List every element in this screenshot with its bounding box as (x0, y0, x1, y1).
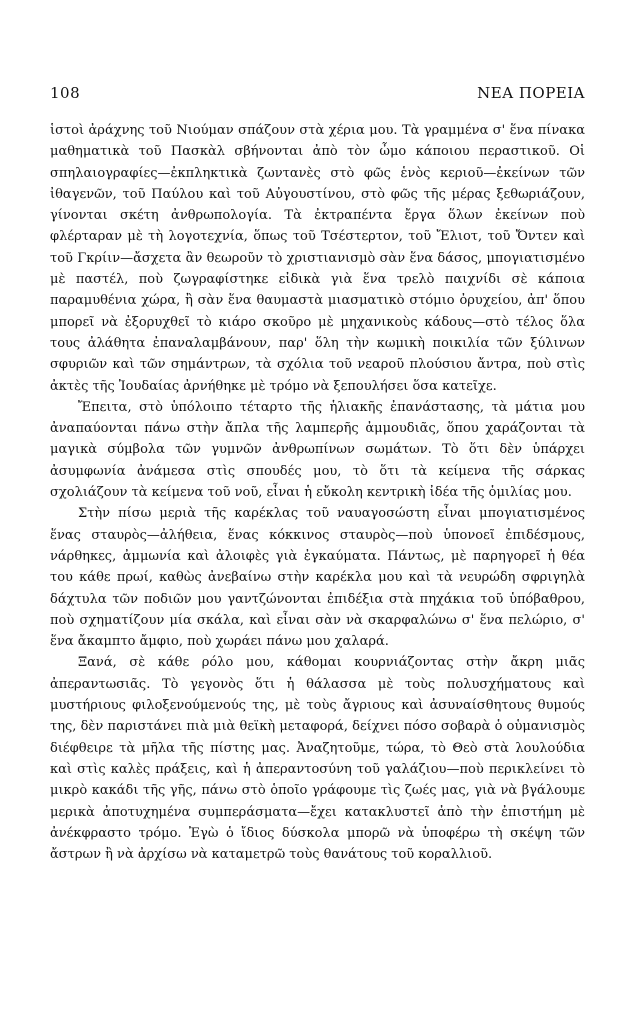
page-number: 108 (50, 84, 81, 102)
paragraph: Ἔπειτα, στὸ ὑπόλοιπο τέταρτο τῆς ἡλιακῆς ἐπανάστασης, τὰ μάτια μου ἀναπαύονται πάνω στὴν ἄπλα τῆς λαμπερῆς ἀμμουδιᾶς, ὅπου χαράζονται τὰ μαγικὰ σύμβολα τῶν γυμνῶν ἀνθρωπίνων σωμάτων. Τὸ ὅτι δὲν ὑπάρχει ἀσυμφωνία ἀνάμεσα στὶς σπουδές μου, τὸ ὅτι τὰ κείμενα τῆς σάρκας σχολιάζουν τὰ κείμενα τοῦ νοῦ, εἶναι ἡ εὔκολη κεντρικὴ ἰδέα τῆς ὁμιλίας μου. (50, 399, 585, 501)
paragraph: Στὴν πίσω μεριὰ τῆς καρέκλας τοῦ ναυαγοσώστη εἶναι μπογιατισμένος ἕνας σταυρὸς—ἀλήθεια, ἕνας κόκκινος σταυρὸς—ποὺ ὑπονοεῖ ἐπιδέσμους, νάρθηκες, ἀμμωνία καὶ ἀλοιφὲς γιὰ ἐγκαύματα. Πάντως, μὲ παρηγορεῖ ἡ θέα του κάθε πρωί, καθὼς ἀνεβαίνω στὴν καρέκλα μου καὶ τὰ νευρώδη σφριγηλὰ δάχτυλα τῶν ποδιῶν μου γαντζώνονται ἐπιδέξια στὰ πηχάκια τοῦ ὑπόβαθρου, ποὺ σχηματίζουν μία σκάλα, καὶ εἶναι σὰν νὰ σκαρφαλώνω σ' ἕνα πελώριο, σ' ἕνα ἄκαμπτο ἄμφιο, ποὺ χωράει πάνω μου χαλαρά. (50, 506, 585, 650)
running-title: ΝΕΑ ΠΟΡΕΙΑ (477, 84, 585, 102)
body-text (50, 120, 585, 865)
paragraph: ἱστοὶ ἀράχνης τοῦ Νιούμαν σπάζουν στὰ χέρια μου. Τὰ γραμμένα σ' ἕνα πίνακα μαθηματικὰ τοῦ Πασκὰλ σβήνονται ἀπὸ τὸν ὦμο κάποιου περαστικοῦ. Οἱ σπηλαιογραφίες—ἐκπληκτικὰ ζωντανὲς στὸ φῶς ἑνὸς κεριοῦ—ἐκείνων τῶν ἰθαγενῶν, τοῦ Παύλου καὶ τοῦ Αὐγουστίνου, στὸ φῶς τῆς μέρας ξεθωριάζουν, γίνονται σκέτη ἀνθρωπολογία. Τὰ ἐκτραπέντα ἔργα ὅλων ἐκείνων ποὺ φλέρταραν μὲ τὴ λογοτεχνία, ὅπως τοῦ Τσέστερτον, τοῦ Ἔλιοτ, τοῦ Ὄντεν καὶ τοῦ Γκρίιν—ἄσχετα ἂν θεωροῦν τὸ χριστιανισμὸ σὰν ἕνα δάσος, μπογιατισμένο μὲ παστέλ, ποὺ ζωγραφίστηκε εἰδικὰ γιὰ ἕνα τρελὸ παιχνίδι σὲ κάποια παραμυθένια χώρα, ἢ σὰν ἕνα θαυμαστὰ μιασματικὸ στόμιο ὀρυχείου, ἀπ' ὅπου μπορεῖ νὰ ἐξορυχθεῖ τὸ κιάρο σκοῦρο μὲ μηχανικοὺς κάδους—στὸ τέλος ὅλα τους ἀλάθητα ἐπαναλαμβάνουν, παρ' ὅλη τὴν κωμικὴ ποικιλία τῶν ξύλινων σφυριῶν καὶ τῶν σημάντρων, τὰ σχόλια τοῦ νεαροῦ πλούσιου ἄντρα, ποὺ στὶς ἀκτὲς τῆς Ἰουδαίας ἀρνήθηκε μὲ τρόμο νὰ ξεπουλήσει ὅσα κατεῖχε. (50, 123, 585, 394)
paragraph: Ξανά, σὲ κάθε ρόλο μου, κάθομαι κουρνιάζοντας στὴν ἄκρη μιᾶς ἀπεραντωσιᾶς. Τὸ γεγονὸς ὅτι ἡ θάλασσα μὲ τοὺς πολυσχήματους καὶ μυστήριους φιλοξενούμενούς της, μὲ τοὺς ἄγριους καὶ ἀσυναίσθητους θυμούς της, δὲν παριστάνει πιὰ μιὰ θεϊκὴ μεταφορά, δείχνει πόσο σοβαρὰ ὁ οὑμανισμὸς διέφθειρε τὰ μῆλα τῆς πίστης μας. Ἀναζητοῦμε, τώρα, τὸ Θεὸ στὰ λουλούδια καὶ στὶς καλὲς πράξεις, καὶ ἡ ἀπεραντοσύνη τοῦ γαλάζιου—ποὺ περικλείνει τὸ μικρὸ κακάδι τῆς γῆς, πάνω στὸ ὁποῖο γράφουμε τὶς ζωές μας, γιὰ νὰ βγάλουμε μερικὰ ἀποτυχημένα συμπεράσματα—ἔχει κατακλυστεῖ ἀπὸ τὴν ἐπιστήμη μὲ ἀνέκφραστο τρόμο. Ἐγὼ ὁ ἴδιος δύσκολα μπορῶ νὰ ὑποφέρω τὴ σκέψη τῶν ἄστρων ἢ νὰ ἀρχίσω νὰ καταμετρῶ τοὺς θανάτους τοῦ κοραλλιοῦ. (50, 655, 585, 863)
running-header (50, 84, 585, 102)
